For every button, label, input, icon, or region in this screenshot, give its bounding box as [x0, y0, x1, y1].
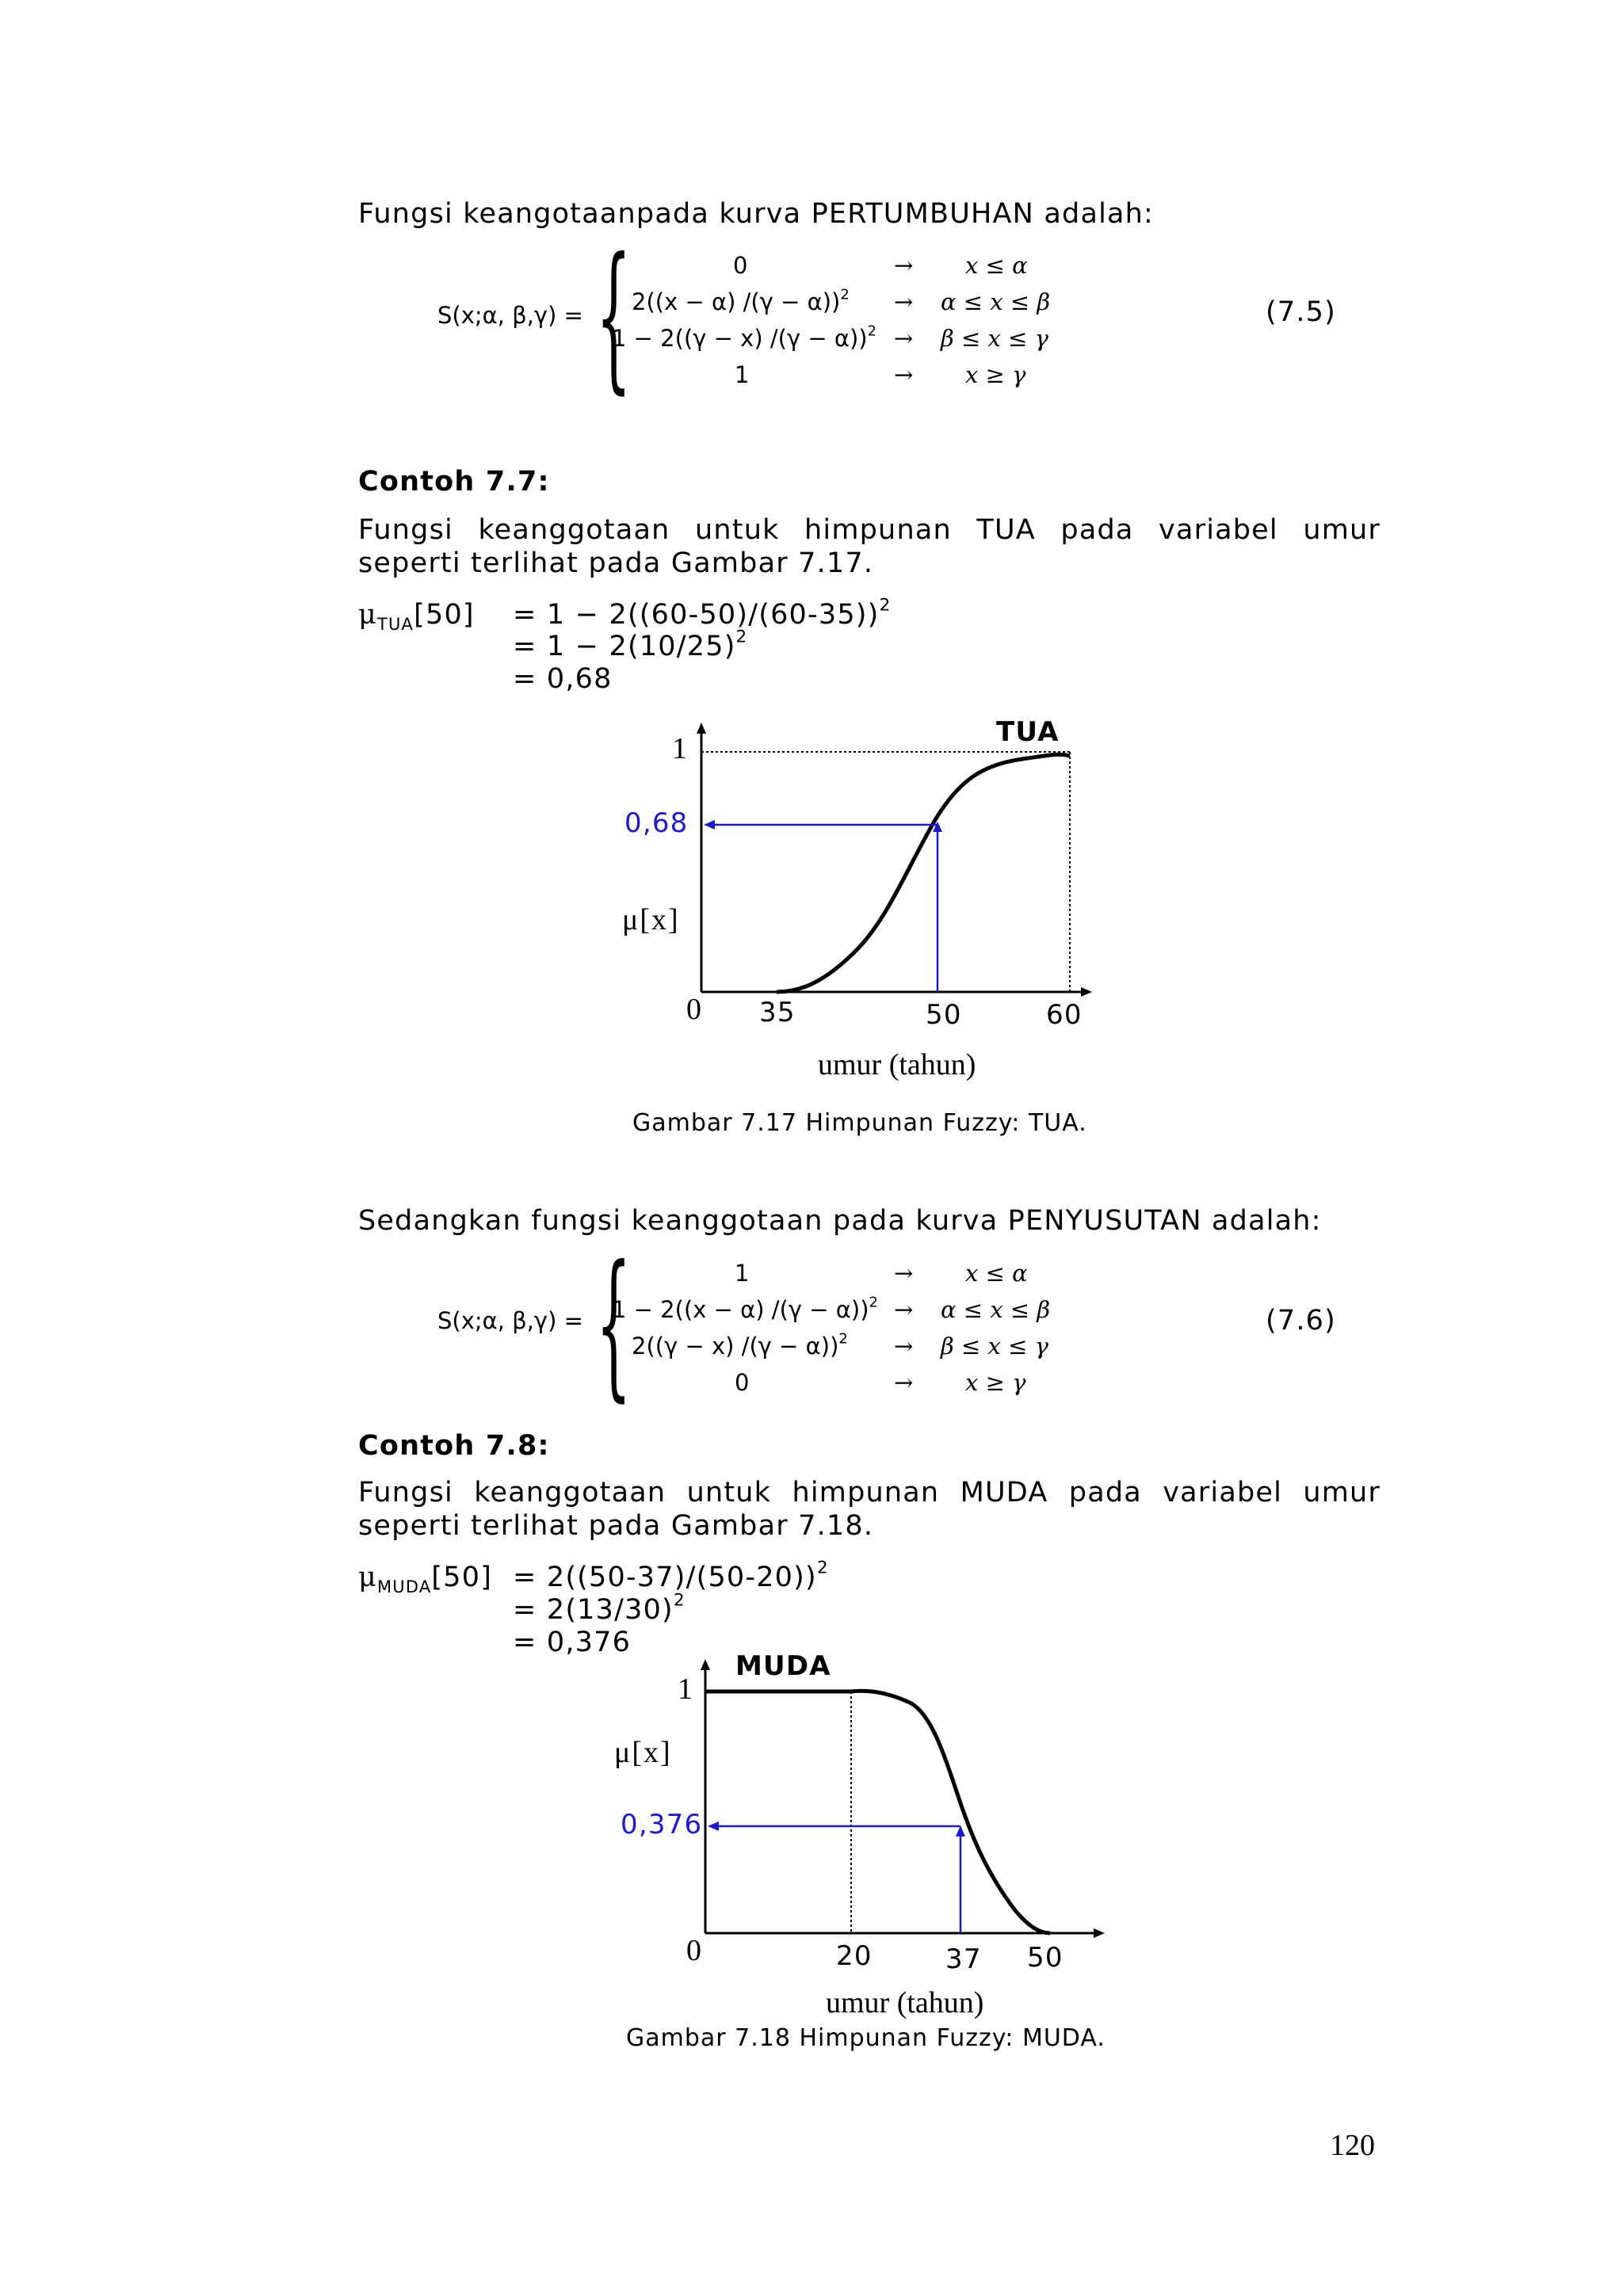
fig718-x-tick-20: 20 [836, 1940, 873, 1972]
fig718-x-arrowhead [1094, 1928, 1105, 1938]
eq76-brace: { [596, 1232, 632, 1417]
eq75-row4-cond: x ≥ γ [965, 361, 1026, 388]
fig718-label-muda: MUDA [735, 1650, 831, 1682]
example77-line1: = $1 - 2((60-50)/(60-35))^2$ [513, 595, 892, 631]
fig717-y-axis-label: μ[x] [622, 903, 680, 936]
eq75-row3-arrow: → [894, 325, 914, 352]
eq75-row1-expr: 0 [733, 252, 748, 279]
fig718-x-tick-37: 37 [945, 1943, 982, 1975]
eq76-row4-expr: 0 [735, 1369, 750, 1396]
eq75-lhs: S(x;α, β,γ) = [437, 302, 583, 329]
eq76-number: (7.6) [1266, 1305, 1336, 1337]
eq76-row1-expr: 1 [735, 1260, 750, 1287]
fig718-x-tick-50: 50 [1027, 1942, 1064, 1974]
fig717-y-one: 1 [672, 732, 687, 765]
eq76-row4-arrow: → [894, 1369, 914, 1396]
fig718-y-arrowhead [701, 1659, 710, 1670]
eq75-row4-arrow: → [894, 361, 914, 388]
example78-heading: Contoh 7.8: [358, 1430, 550, 1462]
fig717-x-arrowhead [1081, 987, 1092, 997]
fig717-caption: Gambar 7.17 Himpunan Fuzzy: TUA. [632, 1109, 1087, 1137]
eq75-row4-expr: 1 [735, 361, 750, 388]
page-number: 120 [1330, 2129, 1375, 2162]
eq75-brace: { [596, 224, 632, 409]
example77-text: Fungsi keanggotaan untuk himpunan TUA pada variabel umur seperti terlihat pada Gambar 7.17. [358, 514, 1381, 579]
eq76-row3-expr: 2((γ − x) /(γ − α))$^2$ [632, 1330, 848, 1360]
fig718-y-value: 0,376 [621, 1809, 703, 1840]
eq75-row3-expr: 1 − 2((γ − x) /(γ − α))$^2$ [612, 322, 877, 352]
example78-line3: = 0,376 [513, 1627, 632, 1658]
intro-decline-text: Sedangkan fungsi keanggotaan pada kurva PENYUSUTAN adalah: [358, 1205, 1322, 1237]
fig718-muda-curve [705, 1691, 1050, 1933]
fig718-caption: Gambar 7.18 Himpunan Fuzzy: MUDA. [626, 2024, 1106, 2052]
eq75-row3-cond: β ≤ x ≤ γ [941, 325, 1048, 352]
eq76-row2-expr: 1 − 2((x − α) /(γ − α))$^2$ [612, 1294, 878, 1323]
example78-line1: = $2((50-37)/(50-20))^2$ [513, 1558, 829, 1593]
eq76-row3-cond: β ≤ x ≤ γ [941, 1333, 1048, 1360]
fig717-x-tick-60: 60 [1046, 999, 1083, 1031]
fig718-y0376-arrowhead [708, 1821, 719, 1831]
example77-line3: = 0,68 [513, 663, 613, 695]
eq76-row3-arrow: → [894, 1333, 914, 1360]
fig717-x50-arrowhead [933, 822, 942, 832]
fig718-x-zero: 0 [686, 1934, 701, 1967]
eq75-row1-cond: x ≤ α [965, 252, 1028, 279]
fig718-x-axis-label: umur (tahun) [826, 1986, 984, 2019]
fig717-tua-curve [777, 754, 1070, 992]
eq75-number: (7.5) [1266, 296, 1336, 328]
example78-mu-label: $\mu_{MUDA}[50]$ [358, 1562, 493, 1596]
fig717-y068-arrowhead [704, 820, 715, 830]
eq76-row2-cond: α ≤ x ≤ β [941, 1296, 1051, 1323]
eq76-row4-cond: x ≥ γ [965, 1369, 1026, 1396]
eq76-lhs: S(x;α, β,γ) = [437, 1307, 583, 1334]
example77-mu-label: $\mu_{TUA}[50]$ [358, 599, 475, 634]
fig718-x37-arrowhead [956, 1825, 965, 1836]
intro-growth-text: Fungsi keangotaanpada kurva PERTUMBUHAN adalah: [358, 198, 1155, 230]
example78-text: Fungsi keanggotaan untuk himpunan MUDA pada variabel umur seperti terlihat pada Gambar 7.18. [358, 1477, 1381, 1542]
eq76-row1-cond: x ≤ α [965, 1260, 1028, 1287]
fig717-y-arrowhead [697, 723, 706, 734]
fig717-x-tick-50: 50 [926, 999, 962, 1031]
eq76-row2-arrow: → [894, 1296, 914, 1323]
fig717-y-value: 0,68 [624, 807, 689, 839]
eq75-row1-arrow: → [894, 252, 914, 279]
eq75-row2-expr: 2((x − α) /(γ − α))$^2$ [632, 286, 850, 315]
eq75-row2-cond: α ≤ x ≤ β [941, 288, 1051, 315]
fig717-x-axis-label: umur (tahun) [818, 1048, 976, 1081]
fig717-x-tick-35: 35 [759, 997, 796, 1028]
example77-line2: = $1 - 2(10/25)^2$ [513, 627, 748, 662]
eq76-row1-arrow: → [894, 1260, 914, 1287]
fig718-y-one: 1 [678, 1672, 693, 1706]
fig717-x-zero: 0 [686, 993, 701, 1026]
eq75-row2-arrow: → [894, 288, 914, 315]
example78-line2: = $2(13/30)^2$ [513, 1590, 685, 1626]
example77-heading: Contoh 7.7: [358, 466, 550, 498]
fig718-y-axis-label: μ[x] [614, 1736, 672, 1769]
fig717-label-tua: TUA [996, 716, 1060, 748]
